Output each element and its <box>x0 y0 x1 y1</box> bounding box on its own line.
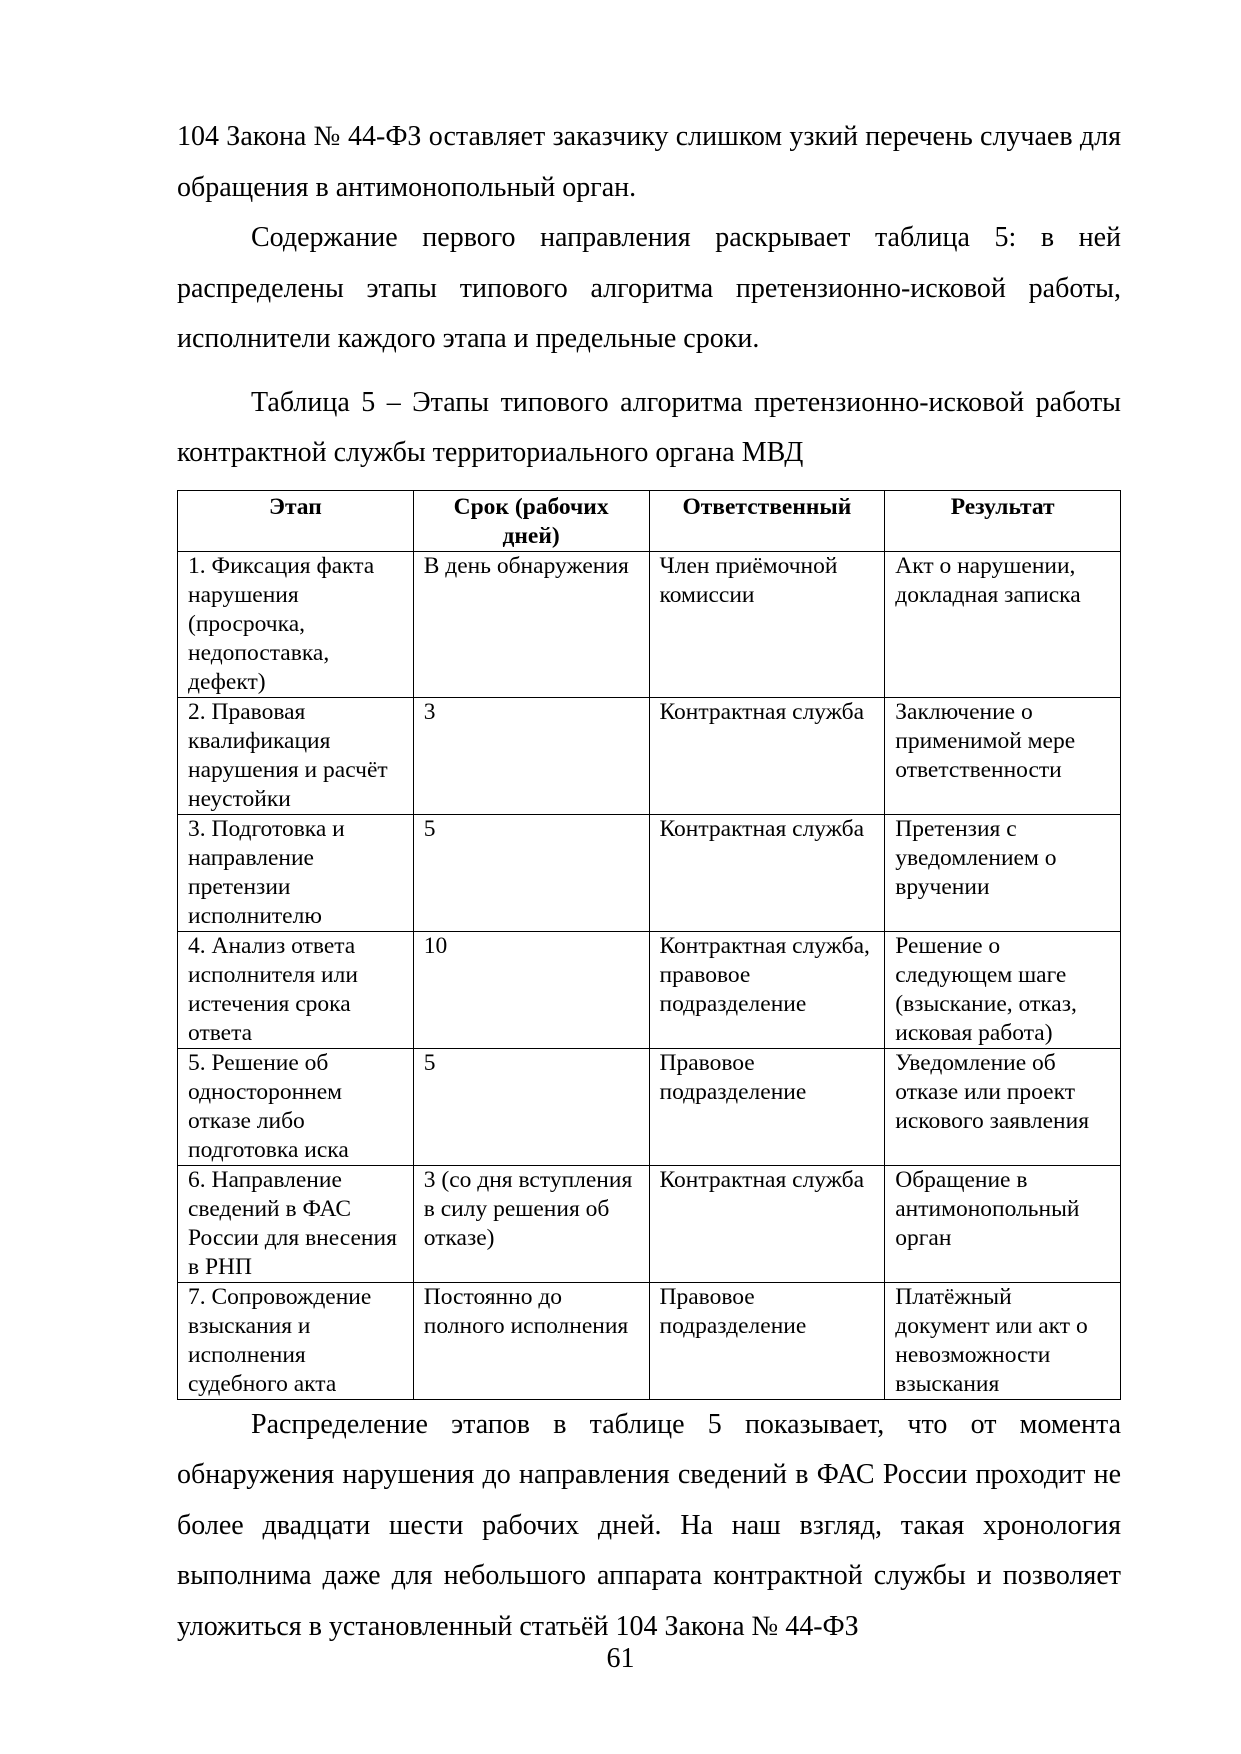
cell-stage: 7. Сопровождение взыскания и исполнения судебного акта <box>178 1282 414 1399</box>
cell-result: Решение о следующем шаге (взыскание, отказ, исковая работа) <box>885 931 1121 1048</box>
cell-responsible: Контрактная служба, правовое подразделение <box>649 931 885 1048</box>
header-deadline: Срок (рабочих дней) <box>413 490 649 551</box>
paragraph-intro: Содержание первого направления раскрывает таблица 5: в ней распределены этапы типового алгоритма претензионно-исковой работы, исполнители каждого этапа и предельные сроки. <box>177 222 1121 354</box>
cell-stage: 3. Подготовка и направление претензии исполнителю <box>178 814 414 931</box>
table-row <box>178 1282 1121 1399</box>
stages-table <box>177 490 1121 1400</box>
document-page <box>177 112 1121 1652</box>
cell-responsible: Правовое подразделение <box>649 1282 885 1399</box>
cell-deadline: 3 (со дня вступления в силу решения об отказе) <box>413 1165 649 1282</box>
cell-stage: 2. Правовая квалификация нарушения и расчёт неустойки <box>178 697 414 814</box>
header-stage: Этап <box>178 490 414 551</box>
cell-stage: 1. Фиксация факта нарушения (просрочка, недопоставка, дефект) <box>178 551 414 697</box>
table-row <box>178 1165 1121 1282</box>
cell-result: Претензия с уведомлением о вручении <box>885 814 1121 931</box>
cell-deadline: Постоянно до полного исполнения <box>413 1282 649 1399</box>
paragraph-analysis: Распределение этапов в таблице 5 показывает, что от момента обнаружения нарушения до направления сведений в ФАС России проходит не более двадцати шести рабочих дней. На наш взгляд, такая хронология выполнима даже для небольшого аппарата контрактной службы и позволяет уложиться в установленный статьёй 104 Закона № 44-ФЗ <box>177 1408 1121 1642</box>
table-header-row <box>178 490 1121 551</box>
cell-stage: 4. Анализ ответа исполнителя или истечения срока ответа <box>178 931 414 1048</box>
table-row <box>178 814 1121 931</box>
page-number: 61 <box>606 1643 635 1674</box>
table-caption: Таблица 5 – Этапы типового алгоритма претензионно-исковой работы контрактной службы территориального органа МВД <box>177 386 1121 468</box>
cell-deadline: 5 <box>413 1048 649 1165</box>
cell-responsible: Контрактная служба <box>649 697 885 814</box>
cell-deadline: В день обнаружения <box>413 551 649 697</box>
header-responsible: Ответственный <box>649 490 885 551</box>
table-row <box>178 931 1121 1048</box>
cell-deadline: 3 <box>413 697 649 814</box>
cell-deadline: 5 <box>413 814 649 931</box>
cell-responsible: Член приёмочной комиссии <box>649 551 885 697</box>
header-result: Результат <box>885 490 1121 551</box>
cell-stage: 6. Направление сведений в ФАС России для внесения в РНП <box>178 1165 414 1282</box>
cell-responsible: Контрактная служба <box>649 814 885 931</box>
cell-result: Акт о нарушении, докладная записка <box>885 551 1121 697</box>
table-row <box>178 1048 1121 1165</box>
cell-result: Обращение в антимонопольный орган <box>885 1165 1121 1282</box>
cell-deadline: 10 <box>413 931 649 1048</box>
table-row <box>178 551 1121 697</box>
paragraph-continuation: 104 Закона № 44-ФЗ оставляет заказчику слишком узкий перечень случаев для обращения в антимонопольный орган. <box>177 121 1121 203</box>
cell-stage: 5. Решение об одностороннем отказе либо подготовка иска <box>178 1048 414 1165</box>
cell-result: Уведомление об отказе или проект искового заявления <box>885 1048 1121 1165</box>
cell-responsible: Контрактная служба <box>649 1165 885 1282</box>
cell-responsible: Правовое подразделение <box>649 1048 885 1165</box>
table-row <box>178 697 1121 814</box>
cell-result: Заключение о применимой мере ответственности <box>885 697 1121 814</box>
cell-result: Платёжный документ или акт о невозможности взыскания <box>885 1282 1121 1399</box>
